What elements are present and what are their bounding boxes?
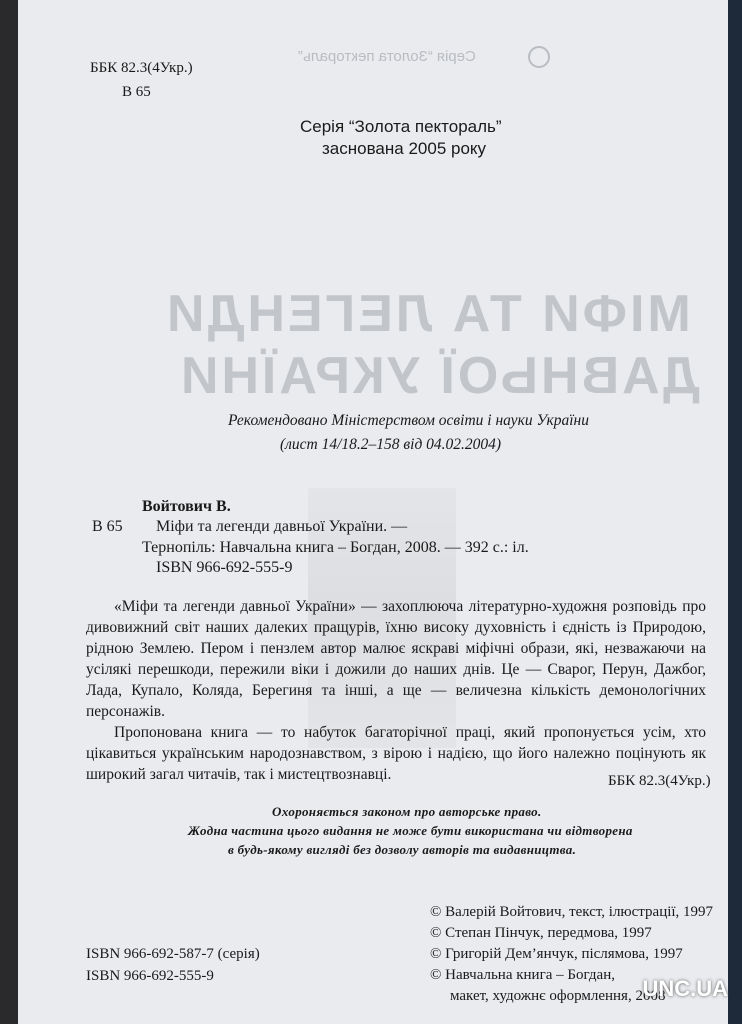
copyright-foreword: © Степан Пінчук, передмова, 1997 (430, 925, 652, 941)
description-paragraph-2: Пропонована книга — то набуток багаторічної праці, який пропонується усім, хто цікавиться українським народознавством, з вірою і надією, що його належно поцінують як широкий загал читачів, так і мистецтвознавці. (86, 724, 706, 783)
description-paragraph-1: «Міфи та легенди давньої України» — захоплююча літературно-художня розповідь про дивовижний світ наших далеких пращурів, їхню високу духовність і єдність із Природою, рідною Землею. Пером і пензлем автор малює яскраві міфічні образи, які, незважаючи на усілякі перешкоди, пережили віки і дожили до наших днів. Це — Сварог, Перун, Дажбог, Лада, Купало, Коляда, Берегиня та інші, а ще — величезна кількість демонологічних персонажів. (86, 598, 706, 720)
author-code-top: В 65 (122, 84, 151, 100)
book-page (18, 0, 728, 1024)
recommendation-line-1: Рекомендовано Міністерством освіти і науки України (228, 412, 589, 429)
copyright-author: © Валерій Войтович, текст, ілюстрації, 1997 (430, 904, 714, 920)
series-line-2: заснована 2005 року (322, 139, 487, 158)
bbk-top: ББК 82.3(4Укр.) (90, 60, 193, 76)
catalog-isbn: ISBN 966-692-555-9 (156, 559, 293, 576)
isbn-book: ISBN 966-692-555-9 (86, 968, 214, 984)
catalog-code: В 65 (92, 518, 123, 535)
isbn-series: ISBN 966-692-587-7 (серія) (86, 946, 260, 962)
recommendation-line-2: (лист 14/18.2–158 від 04.02.2004) (280, 436, 502, 453)
series-line-1: Серія “Золота пектораль” (300, 117, 502, 136)
ghost-series-logo-icon (528, 46, 550, 68)
copyright-notice-line-1: Охороняється законом про авторське право. (272, 804, 542, 819)
watermark: UNC.UA (642, 976, 728, 1001)
bbk-bottom: ББК 82.3(4Укр.) (608, 773, 711, 789)
copyright-publisher: © Навчальна книга – Богдан, (430, 967, 615, 983)
catalog-title: Міфи та легенди давньої України. — (156, 518, 408, 535)
copyright-notice-line-3: в будь-якому вигляді без дозволу авторів та видавництва. (228, 842, 577, 857)
cover-edge (728, 0, 742, 1024)
catalog-author: Войтович В. (142, 498, 231, 515)
book-description (86, 596, 706, 785)
copyright-layout: макет, художнє оформлення, 2008 (450, 988, 666, 1004)
ghost-series-text: Серія “Золота пектораль” (298, 48, 476, 65)
ghost-title-line-1: МІФИ ТА ЛЕГЕНДИ (164, 285, 691, 343)
copyright-notice-line-2: Жодна частина цього видання не може бути використана чи відтворена (188, 823, 633, 838)
copyright-afterword: © Григорій Дем’янчук, післямова, 1997 (430, 946, 683, 962)
catalog-publisher: Тернопіль: Навчальна книга – Богдан, 2008. — 392 с.: іл. (142, 539, 529, 556)
ghost-title-line-2: ДАВНЬОЇ УКРАЇНИ (178, 347, 700, 405)
